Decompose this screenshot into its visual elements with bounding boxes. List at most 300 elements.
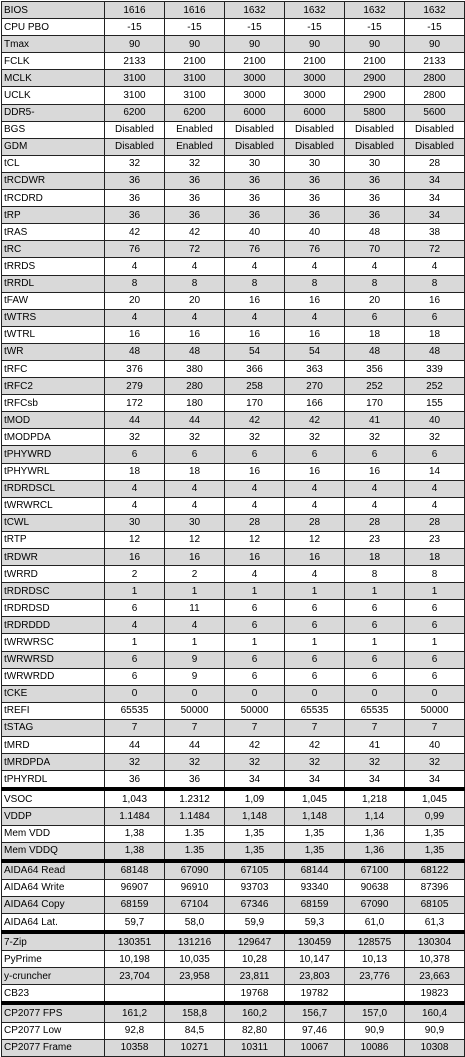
table-row [2, 754, 465, 771]
row-label: CB23 [2, 985, 105, 1004]
table-row [2, 737, 465, 754]
row-label: UCLK [2, 87, 105, 104]
value-cell: 4 [165, 480, 225, 497]
value-cell: -15 [285, 19, 345, 36]
value-cell: 16 [165, 549, 225, 566]
value-cell: 19782 [285, 985, 345, 1004]
value-cell: 4 [105, 258, 165, 275]
value-cell: 1,35 [225, 842, 285, 861]
value-cell: 36 [165, 172, 225, 189]
value-cell: 129647 [225, 932, 285, 951]
value-cell: 59,7 [105, 913, 165, 932]
value-cell: Disabled [105, 138, 165, 155]
row-label: tRRDL [2, 275, 105, 292]
value-cell: Disabled [405, 121, 465, 138]
value-cell: 6 [405, 309, 465, 326]
value-cell: 90 [165, 36, 225, 53]
table-row [2, 497, 465, 514]
value-cell: 6000 [285, 104, 345, 121]
value-cell: 130459 [285, 932, 345, 951]
row-label: GDM [2, 138, 105, 155]
value-cell: 65535 [285, 702, 345, 719]
table-row [2, 514, 465, 531]
row-label: tWRWRDD [2, 668, 105, 685]
value-cell: 23,704 [105, 968, 165, 985]
value-cell: 42 [225, 737, 285, 754]
table-row [2, 985, 465, 1004]
table-row [2, 617, 465, 634]
value-cell: 1 [405, 583, 465, 600]
value-cell: 1 [285, 634, 345, 651]
table-row [2, 121, 465, 138]
value-cell: 65535 [105, 702, 165, 719]
value-cell: 16 [285, 463, 345, 480]
row-label: VSOC [2, 789, 105, 808]
value-cell: 65535 [345, 702, 405, 719]
value-cell: 12 [285, 531, 345, 548]
table-row [2, 326, 465, 343]
table-row [2, 360, 465, 377]
row-label: tWRRD [2, 566, 105, 583]
value-cell: 34 [405, 190, 465, 207]
value-cell: 90 [345, 36, 405, 53]
value-cell: 8 [405, 275, 465, 292]
value-cell: 90 [285, 36, 345, 53]
value-cell: 7 [345, 719, 405, 736]
value-cell: 32 [105, 155, 165, 172]
value-cell: 16 [105, 549, 165, 566]
row-label: tMOD [2, 412, 105, 429]
value-cell: 18 [105, 463, 165, 480]
value-cell: 28 [225, 514, 285, 531]
value-cell: 4 [285, 497, 345, 514]
value-cell: 1.35 [165, 825, 225, 842]
value-cell: 87396 [405, 879, 465, 896]
value-cell: 1632 [345, 2, 405, 19]
value-cell: 130304 [405, 932, 465, 951]
value-cell: 32 [225, 429, 285, 446]
row-label: tMRD [2, 737, 105, 754]
value-cell: 16 [225, 326, 285, 343]
value-cell: 28 [285, 514, 345, 531]
table-row [2, 70, 465, 87]
value-cell: 40 [405, 737, 465, 754]
value-cell: 16 [225, 549, 285, 566]
row-label: tSTAG [2, 719, 105, 736]
value-cell: 131216 [165, 932, 225, 951]
row-label: tRDRDSC [2, 583, 105, 600]
row-label: tRCDRD [2, 190, 105, 207]
table-row [2, 566, 465, 583]
row-label: tMODPDA [2, 429, 105, 446]
value-cell: 2100 [345, 53, 405, 70]
value-cell: 54 [285, 343, 345, 360]
table-row [2, 825, 465, 842]
value-cell: 158,8 [165, 1003, 225, 1022]
value-cell: 16 [105, 326, 165, 343]
value-cell: 67090 [345, 896, 405, 913]
table-row [2, 634, 465, 651]
value-cell: 4 [405, 497, 465, 514]
value-cell: 252 [405, 378, 465, 395]
row-label: tCKE [2, 685, 105, 702]
row-label: tCL [2, 155, 105, 172]
table-row [2, 104, 465, 121]
value-cell: 36 [105, 190, 165, 207]
value-cell: Disabled [345, 121, 405, 138]
value-cell: 18 [405, 549, 465, 566]
value-cell: 12 [165, 531, 225, 548]
value-cell: 68105 [405, 896, 465, 913]
value-cell: 0 [225, 685, 285, 702]
value-cell: 36 [105, 172, 165, 189]
row-label: tRRDS [2, 258, 105, 275]
row-label: CP2077 Frame [2, 1039, 105, 1056]
value-cell: 3100 [165, 87, 225, 104]
value-cell: 4 [225, 566, 285, 583]
value-cell: 3000 [225, 87, 285, 104]
value-cell: 67100 [345, 861, 405, 880]
table-row [2, 53, 465, 70]
value-cell: 0 [285, 685, 345, 702]
value-cell: 61,0 [345, 913, 405, 932]
value-cell: 1 [345, 583, 405, 600]
value-cell: 8 [345, 566, 405, 583]
value-cell: 2133 [405, 53, 465, 70]
value-cell: 67346 [225, 896, 285, 913]
value-cell: 2 [165, 566, 225, 583]
value-cell: 59,3 [285, 913, 345, 932]
table-row [2, 808, 465, 825]
table-row [2, 600, 465, 617]
table-row [2, 2, 465, 19]
value-cell: 356 [345, 360, 405, 377]
value-cell: 20 [105, 292, 165, 309]
value-cell: 32 [225, 754, 285, 771]
value-cell: 36 [165, 190, 225, 207]
value-cell: 6 [285, 446, 345, 463]
value-cell: 42 [225, 412, 285, 429]
value-cell: 32 [105, 429, 165, 446]
value-cell: 32 [405, 429, 465, 446]
value-cell: 0,99 [405, 808, 465, 825]
value-cell: 0 [105, 685, 165, 702]
value-cell: 23,958 [165, 968, 225, 985]
value-cell: 32 [165, 429, 225, 446]
value-cell: 14 [405, 463, 465, 480]
value-cell: 93703 [225, 879, 285, 896]
value-cell: 84,5 [165, 1022, 225, 1039]
value-cell: 4 [105, 617, 165, 634]
value-cell: 4 [105, 480, 165, 497]
value-cell: -15 [105, 19, 165, 36]
row-label: tRCDWR [2, 172, 105, 189]
row-label: tWRWRCL [2, 497, 105, 514]
value-cell: 170 [225, 395, 285, 412]
value-cell: 2100 [225, 53, 285, 70]
value-cell: 155 [405, 395, 465, 412]
value-cell: 10,035 [165, 951, 225, 968]
value-cell: 1,38 [105, 825, 165, 842]
value-cell: Disabled [405, 138, 465, 155]
value-cell: 2900 [345, 70, 405, 87]
value-cell: 32 [405, 754, 465, 771]
value-cell: 1 [225, 634, 285, 651]
table-row [2, 36, 465, 53]
value-cell: 7 [285, 719, 345, 736]
value-cell: 6 [405, 651, 465, 668]
value-cell: 68159 [105, 896, 165, 913]
value-cell: 1,043 [105, 789, 165, 808]
value-cell: 10,13 [345, 951, 405, 968]
value-cell: 1,218 [345, 789, 405, 808]
value-cell: 36 [225, 172, 285, 189]
value-cell: 42 [105, 224, 165, 241]
value-cell: 252 [345, 378, 405, 395]
value-cell: Enabled [165, 121, 225, 138]
value-cell: 4 [225, 309, 285, 326]
row-label: CP2077 FPS [2, 1003, 105, 1022]
value-cell: 42 [285, 412, 345, 429]
table-row [2, 583, 465, 600]
value-cell: 10,198 [105, 951, 165, 968]
value-cell: 2133 [105, 53, 165, 70]
value-cell: 58,0 [165, 913, 225, 932]
row-label: tREFI [2, 702, 105, 719]
value-cell: 68144 [285, 861, 345, 880]
value-cell: 18 [345, 549, 405, 566]
value-cell: 1 [105, 634, 165, 651]
value-cell: -15 [165, 19, 225, 36]
value-cell: 6 [345, 668, 405, 685]
value-cell: 30 [345, 155, 405, 172]
value-cell: 1,36 [345, 842, 405, 861]
value-cell: 18 [165, 463, 225, 480]
value-cell: 28 [345, 514, 405, 531]
table-row [2, 480, 465, 497]
value-cell: 6 [405, 617, 465, 634]
value-cell: 166 [285, 395, 345, 412]
value-cell: 23 [405, 531, 465, 548]
value-cell: 8 [405, 566, 465, 583]
value-cell: 4 [165, 497, 225, 514]
value-cell: 23,811 [225, 968, 285, 985]
value-cell: 8 [285, 275, 345, 292]
value-cell: 97,46 [285, 1022, 345, 1039]
value-cell: 68159 [285, 896, 345, 913]
value-cell: 68122 [405, 861, 465, 880]
value-cell: 16 [225, 463, 285, 480]
value-cell: 40 [225, 224, 285, 241]
value-cell: 1 [165, 634, 225, 651]
value-cell: 42 [285, 737, 345, 754]
table-row [2, 1003, 465, 1022]
table-row [2, 789, 465, 808]
value-cell: 36 [105, 771, 165, 790]
value-cell: 6 [225, 600, 285, 617]
row-label: 7-Zip [2, 932, 105, 951]
value-cell: 1 [345, 634, 405, 651]
value-cell: 161,2 [105, 1003, 165, 1022]
value-cell: 34 [285, 771, 345, 790]
value-cell: 30 [225, 155, 285, 172]
value-cell: 23,803 [285, 968, 345, 985]
value-cell: 1,14 [345, 808, 405, 825]
value-cell: 4 [405, 480, 465, 497]
value-cell: 4 [345, 497, 405, 514]
value-cell: 7 [165, 719, 225, 736]
value-cell: 6200 [105, 104, 165, 121]
value-cell: 44 [165, 737, 225, 754]
table-row [2, 531, 465, 548]
value-cell: 9 [165, 651, 225, 668]
value-cell: 3000 [285, 70, 345, 87]
value-cell: 279 [105, 378, 165, 395]
value-cell: 1616 [165, 2, 225, 19]
value-cell: 16 [285, 549, 345, 566]
value-cell: 1,38 [105, 842, 165, 861]
value-cell: 270 [285, 378, 345, 395]
value-cell: Disabled [225, 121, 285, 138]
value-cell: 10271 [165, 1039, 225, 1056]
value-cell: 1616 [105, 2, 165, 19]
row-label: tRC [2, 241, 105, 258]
row-label: MCLK [2, 70, 105, 87]
value-cell: 1,09 [225, 789, 285, 808]
value-cell: 130351 [105, 932, 165, 951]
value-cell: 16 [225, 292, 285, 309]
table-row [2, 446, 465, 463]
table-row [2, 138, 465, 155]
table-row [2, 913, 465, 932]
value-cell: 96907 [105, 879, 165, 896]
value-cell: 20 [165, 292, 225, 309]
row-label: tRFCsb [2, 395, 105, 412]
table-row [2, 968, 465, 985]
value-cell: 36 [345, 207, 405, 224]
table-row [2, 275, 465, 292]
value-cell: 34 [405, 172, 465, 189]
row-label: tWR [2, 343, 105, 360]
row-label: BIOS [2, 2, 105, 19]
table-row [2, 190, 465, 207]
value-cell: 28 [405, 155, 465, 172]
value-cell: 1,35 [285, 842, 345, 861]
value-cell: 1632 [405, 2, 465, 19]
value-cell: 32 [165, 155, 225, 172]
value-cell: 16 [285, 292, 345, 309]
row-label: tRDRDSCL [2, 480, 105, 497]
value-cell: 1.1484 [105, 808, 165, 825]
value-cell: 41 [345, 737, 405, 754]
value-cell: Disabled [225, 138, 285, 155]
value-cell: 40 [405, 412, 465, 429]
value-cell: 6 [225, 446, 285, 463]
value-cell: 156,7 [285, 1003, 345, 1022]
value-cell: 6 [285, 617, 345, 634]
value-cell: 6 [225, 651, 285, 668]
value-cell: 6 [345, 309, 405, 326]
value-cell: 280 [165, 378, 225, 395]
row-label: DDR5- [2, 104, 105, 121]
value-cell: 363 [285, 360, 345, 377]
table-row [2, 378, 465, 395]
row-label: tPHYWRL [2, 463, 105, 480]
value-cell: 6 [285, 600, 345, 617]
value-cell: 6 [405, 446, 465, 463]
row-label: Tmax [2, 36, 105, 53]
row-label: FCLK [2, 53, 105, 70]
value-cell: 0 [345, 685, 405, 702]
value-cell: 44 [105, 412, 165, 429]
row-label: tRAS [2, 224, 105, 241]
table-row [2, 463, 465, 480]
row-label: tPHYRDL [2, 771, 105, 790]
value-cell: 376 [105, 360, 165, 377]
row-label: tRFC [2, 360, 105, 377]
table-row [2, 343, 465, 360]
table-row [2, 429, 465, 446]
value-cell: 67105 [225, 861, 285, 880]
value-cell: 6 [105, 668, 165, 685]
value-cell: 2100 [285, 53, 345, 70]
timings-table [1, 1, 465, 1057]
value-cell: 4 [285, 566, 345, 583]
value-cell: 4 [105, 497, 165, 514]
table-row [2, 395, 465, 412]
table-row [2, 172, 465, 189]
value-cell: 1 [405, 634, 465, 651]
value-cell: 16 [165, 326, 225, 343]
value-cell: 34 [405, 771, 465, 790]
value-cell: 8 [225, 275, 285, 292]
value-cell: 32 [105, 754, 165, 771]
value-cell: 32 [165, 754, 225, 771]
value-cell: 4 [405, 258, 465, 275]
table-row [2, 1039, 465, 1056]
value-cell: 68148 [105, 861, 165, 880]
value-cell: 16 [405, 292, 465, 309]
value-cell: 4 [285, 309, 345, 326]
value-cell: 96910 [165, 879, 225, 896]
table-row [2, 309, 465, 326]
row-label: tCWL [2, 514, 105, 531]
value-cell: 36 [225, 207, 285, 224]
value-cell: 4 [285, 480, 345, 497]
row-label: tMRDPDA [2, 754, 105, 771]
row-label: tWTRL [2, 326, 105, 343]
value-cell: Disabled [105, 121, 165, 138]
value-cell: Disabled [285, 138, 345, 155]
value-cell: 38 [405, 224, 465, 241]
value-cell: -15 [225, 19, 285, 36]
value-cell: 3100 [105, 87, 165, 104]
value-cell: 36 [285, 172, 345, 189]
value-cell: 16 [285, 326, 345, 343]
value-cell: 9 [165, 668, 225, 685]
value-cell: 90,9 [405, 1022, 465, 1039]
row-label: tRP [2, 207, 105, 224]
value-cell: 1,35 [405, 842, 465, 861]
value-cell: 48 [165, 343, 225, 360]
value-cell: 50000 [405, 702, 465, 719]
value-cell: 4 [165, 309, 225, 326]
value-cell: 8 [105, 275, 165, 292]
value-cell: 36 [285, 190, 345, 207]
row-label: tRDRDDD [2, 617, 105, 634]
value-cell: 16 [345, 463, 405, 480]
value-cell: 1,35 [225, 825, 285, 842]
